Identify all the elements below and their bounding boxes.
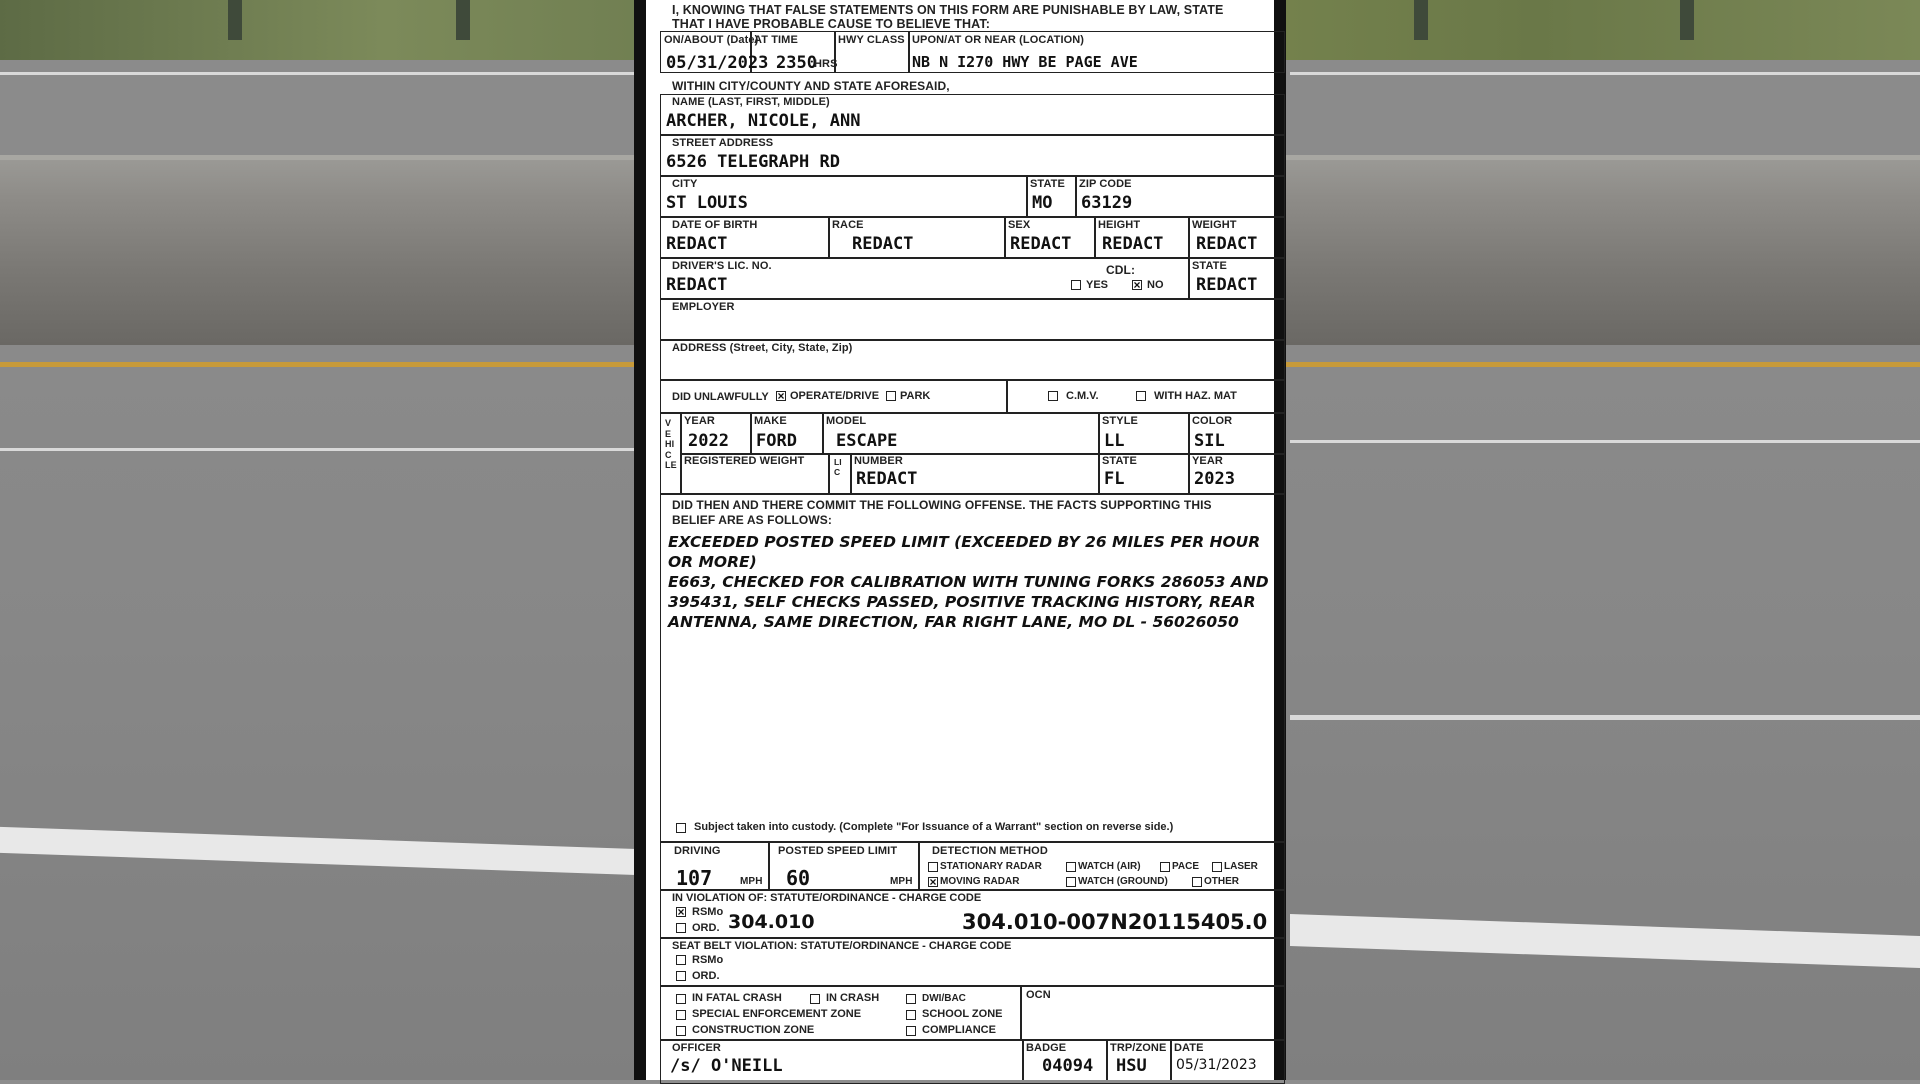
dwi-label: DWI/BAC [922, 993, 966, 1004]
header-line1: I, KNOWING THAT FALSE STATEMENTS ON THIS FORM ARE PUNISHABLE BY LAW, STATE [672, 3, 1224, 17]
veh-make: FORD [756, 431, 797, 451]
school-zone-label: SCHOOL ZONE [922, 1008, 1003, 1020]
cdl-yes-checkbox[interactable] [1071, 280, 1081, 290]
trp-zone-label: TRP/ZONE [1110, 1042, 1167, 1054]
crash-label: IN CRASH [826, 992, 880, 1004]
dl-state-label: STATE [1192, 260, 1227, 272]
veh-make-label: MAKE [754, 415, 787, 427]
plate-state: FL [1104, 469, 1125, 489]
vehicle-side-label: VEHICLE [665, 418, 677, 470]
officer-date: 05/31/2023 [1176, 1057, 1257, 1073]
statute-number: 304.010 [728, 911, 815, 933]
zip-label: ZIP CODE [1079, 178, 1132, 190]
hazmat-checkbox[interactable] [1136, 391, 1146, 401]
offense-date: 05/31/2023 [666, 53, 769, 73]
lane-marking [1290, 72, 1920, 75]
address-label: ADDRESS (Street, City, State, Zip) [672, 342, 853, 354]
veh-style-label: STYLE [1102, 415, 1138, 427]
cdl-no-label: NO [1147, 279, 1164, 291]
park-checkbox[interactable] [886, 391, 896, 401]
race-value: REDACT [852, 234, 914, 254]
stationary-radar-checkbox[interactable] [928, 862, 938, 872]
offense-location: NB N I270 HWY BE PAGE AVE [912, 53, 1138, 71]
special-zone-label: SPECIAL ENFORCEMENT ZONE [692, 1008, 862, 1020]
offense-time: 2350 [776, 53, 817, 73]
citation-form [634, 0, 1286, 1080]
height-label: HEIGHT [1098, 219, 1141, 231]
driving-mph: MPH [740, 876, 763, 887]
driving-label: DRIVING [674, 845, 721, 857]
regwt-label: REGISTERED WEIGHT [684, 455, 805, 467]
custody-checkbox[interactable] [676, 823, 686, 833]
guardrail-post [1680, 0, 1694, 40]
fatal-crash-label: IN FATAL CRASH [692, 992, 782, 1004]
laser-label: LASER [1224, 861, 1258, 872]
city-row [660, 176, 1285, 217]
seatbelt-ord-checkbox[interactable] [676, 971, 686, 981]
compliance-label: COMPLIANCE [922, 1024, 996, 1036]
race-label: RACE [832, 219, 864, 231]
street-address: 6526 TELEGRAPH RD [666, 152, 840, 172]
offense-charge-text: EXCEEDED POSTED SPEED LIMIT (EXCEEDED BY 26 MILES PER HOUR OR MORE) [668, 533, 1261, 571]
charge-code: 304.010-007N20115405.0 [962, 910, 1268, 934]
operate-label: OPERATE/DRIVE [790, 390, 880, 402]
weight-label: WEIGHT [1192, 219, 1237, 231]
header-line2: THAT I HAVE PROBABLE CAUSE TO BELIEVE THAT: [672, 17, 990, 31]
cdl-yes-label: YES [1086, 279, 1109, 291]
pace-label: PACE [1172, 861, 1200, 872]
cdl-label: CDL: [1106, 263, 1136, 277]
veh-color-label: COLOR [1192, 415, 1233, 427]
violation-ord-label: ORD. [692, 922, 720, 934]
laser-checkbox[interactable] [1212, 862, 1222, 872]
lane-marking [1290, 440, 1920, 443]
name-label: NAME (LAST, FIRST, MIDDLE) [672, 96, 830, 108]
zip-value: 63129 [1081, 193, 1133, 213]
other-checkbox[interactable] [1192, 877, 1202, 887]
watch-ground-checkbox[interactable] [1066, 877, 1076, 887]
plate-number-label: NUMBER [854, 455, 903, 467]
veh-style: LL [1104, 431, 1125, 451]
height-value: REDACT [1102, 234, 1164, 254]
employer-label: EMPLOYER [672, 301, 735, 313]
plate-number: REDACT [856, 469, 918, 489]
park-label: PARK [900, 390, 931, 402]
state-value: MO [1032, 193, 1053, 213]
lic-side-label: LIC [834, 457, 842, 477]
violation-label: IN VIOLATION OF: STATUTE/ORDINANCE - CHARGE CODE [672, 892, 982, 904]
plate-year: 2023 [1194, 469, 1235, 489]
construction-zone-checkbox[interactable] [676, 1026, 686, 1036]
custody-text: Subject taken into custody. (Complete "For Issuance of a Warrant" section on reverse side.) [694, 821, 1174, 833]
moving-radar-label: MOVING RADAR [940, 876, 1020, 887]
violation-ord-checkbox[interactable] [676, 923, 686, 933]
date-label: ON/ABOUT (Date) [664, 34, 759, 46]
cdl-no-checkbox[interactable] [1132, 280, 1142, 290]
offense-facts-text: E663, CHECKED FOR CALIBRATION WITH TUNING FORKS 286053 AND 395431, SELF CHECKS PASSED, POSITIVE TRACKING HISTORY, REAR ANTENNA, SAME DIRECTION, FAR RIGHT LANE, MO DL - 56026050 [668, 573, 1269, 631]
watch-ground-label: WATCH (GROUND) [1078, 876, 1168, 887]
dl-state-value: REDACT [1196, 275, 1258, 295]
seatbelt-label: SEAT BELT VIOLATION: STATUTE/ORDINANCE - CHARGE CODE [672, 940, 1012, 952]
badge-number: 04094 [1042, 1056, 1094, 1076]
operate-checkbox[interactable] [776, 391, 786, 401]
seatbelt-rsmo-checkbox[interactable] [676, 955, 686, 965]
offense-intro1: DID THEN AND THERE COMMIT THE FOLLOWING OFFENSE. THE FACTS SUPPORTING THIS [672, 498, 1212, 512]
state-label: STATE [1030, 178, 1065, 190]
veh-model-label: MODEL [826, 415, 867, 427]
within-text: WITHIN CITY/COUNTY AND STATE AFORESAID, [672, 79, 950, 93]
watch-air-checkbox[interactable] [1066, 862, 1076, 872]
lane-marking [1290, 715, 1920, 720]
lane-marking [0, 448, 640, 451]
lane-marking [0, 72, 640, 75]
veh-model: ESCAPE [836, 431, 898, 451]
construction-zone-label: CONSTRUCTION ZONE [692, 1024, 815, 1036]
sex-value: REDACT [1010, 234, 1072, 254]
badge-label: BADGE [1026, 1042, 1067, 1054]
dob-label: DATE OF BIRTH [672, 219, 758, 231]
hrs-label: HRS [814, 58, 838, 70]
detection-label: DETECTION METHOD [932, 845, 1048, 857]
defendant-name: ARCHER, NICOLE, ANN [666, 111, 861, 131]
seatbelt-ord-label: ORD. [692, 970, 720, 982]
dl-value: REDACT [666, 275, 728, 295]
posted-speed: 60 [786, 866, 811, 890]
weight-value: REDACT [1196, 234, 1258, 254]
cmv-label: C.M.V. [1066, 390, 1099, 402]
school-zone-checkbox[interactable] [906, 1010, 916, 1020]
watch-air-label: WATCH (AIR) [1078, 861, 1141, 872]
trp-zone: HSU [1116, 1056, 1147, 1076]
plate-state-label: STATE [1102, 455, 1137, 467]
employer-row [660, 299, 1285, 340]
veh-year-label: YEAR [684, 415, 715, 427]
pace-checkbox[interactable] [1160, 862, 1170, 872]
moving-radar-checkbox[interactable] [928, 877, 938, 887]
street-label: STREET ADDRESS [672, 137, 774, 149]
officer-name: /s/ O'NEILL [670, 1056, 783, 1076]
hazmat-label: WITH HAZ. MAT [1154, 390, 1237, 402]
unlawfully-label: DID UNLAWFULLY [672, 391, 769, 403]
guardrail-post [1414, 0, 1428, 40]
location-label: UPON/AT OR NEAR (LOCATION) [912, 34, 1085, 46]
seatbelt-rsmo-label: RSMo [692, 954, 724, 966]
fatal-crash-checkbox[interactable] [676, 994, 686, 1004]
dl-label: DRIVER'S LIC. NO. [672, 260, 772, 272]
guardrail-post [228, 0, 242, 40]
other-label: OTHER [1204, 876, 1239, 887]
guardrail-post [456, 0, 470, 40]
offense-intro2: BELIEF ARE AS FOLLOWS: [672, 513, 832, 527]
stationary-radar-label: STATIONARY RADAR [940, 861, 1042, 872]
dob-value: REDACT [666, 234, 728, 254]
veh-year: 2022 [688, 431, 729, 451]
city-value: ST LOUIS [666, 193, 748, 213]
cmv-checkbox[interactable] [1048, 391, 1058, 401]
veh-color: SIL [1194, 431, 1225, 451]
special-zone-checkbox[interactable] [676, 1010, 686, 1020]
hwy-class-label: HWY CLASS [838, 34, 905, 46]
dwi-checkbox[interactable] [906, 994, 916, 1004]
crash-checkbox[interactable] [810, 994, 820, 1004]
city-label: CITY [672, 178, 698, 190]
compliance-checkbox[interactable] [906, 1026, 916, 1036]
driving-speed: 107 [676, 866, 713, 890]
posted-label: POSTED SPEED LIMIT [778, 845, 898, 857]
sex-label: SEX [1008, 219, 1031, 231]
time-label: AT TIME [754, 34, 798, 46]
posted-mph: MPH [890, 876, 913, 887]
officer-label: OFFICER [672, 1042, 721, 1054]
violation-rsmo-label: RSMo [692, 906, 724, 918]
violation-rsmo-checkbox[interactable] [676, 907, 686, 917]
officer-date-label: DATE [1174, 1042, 1204, 1054]
offense-narrative [668, 532, 1278, 632]
plate-year-label: YEAR [1192, 455, 1223, 467]
ocn-label: OCN [1026, 989, 1051, 1001]
